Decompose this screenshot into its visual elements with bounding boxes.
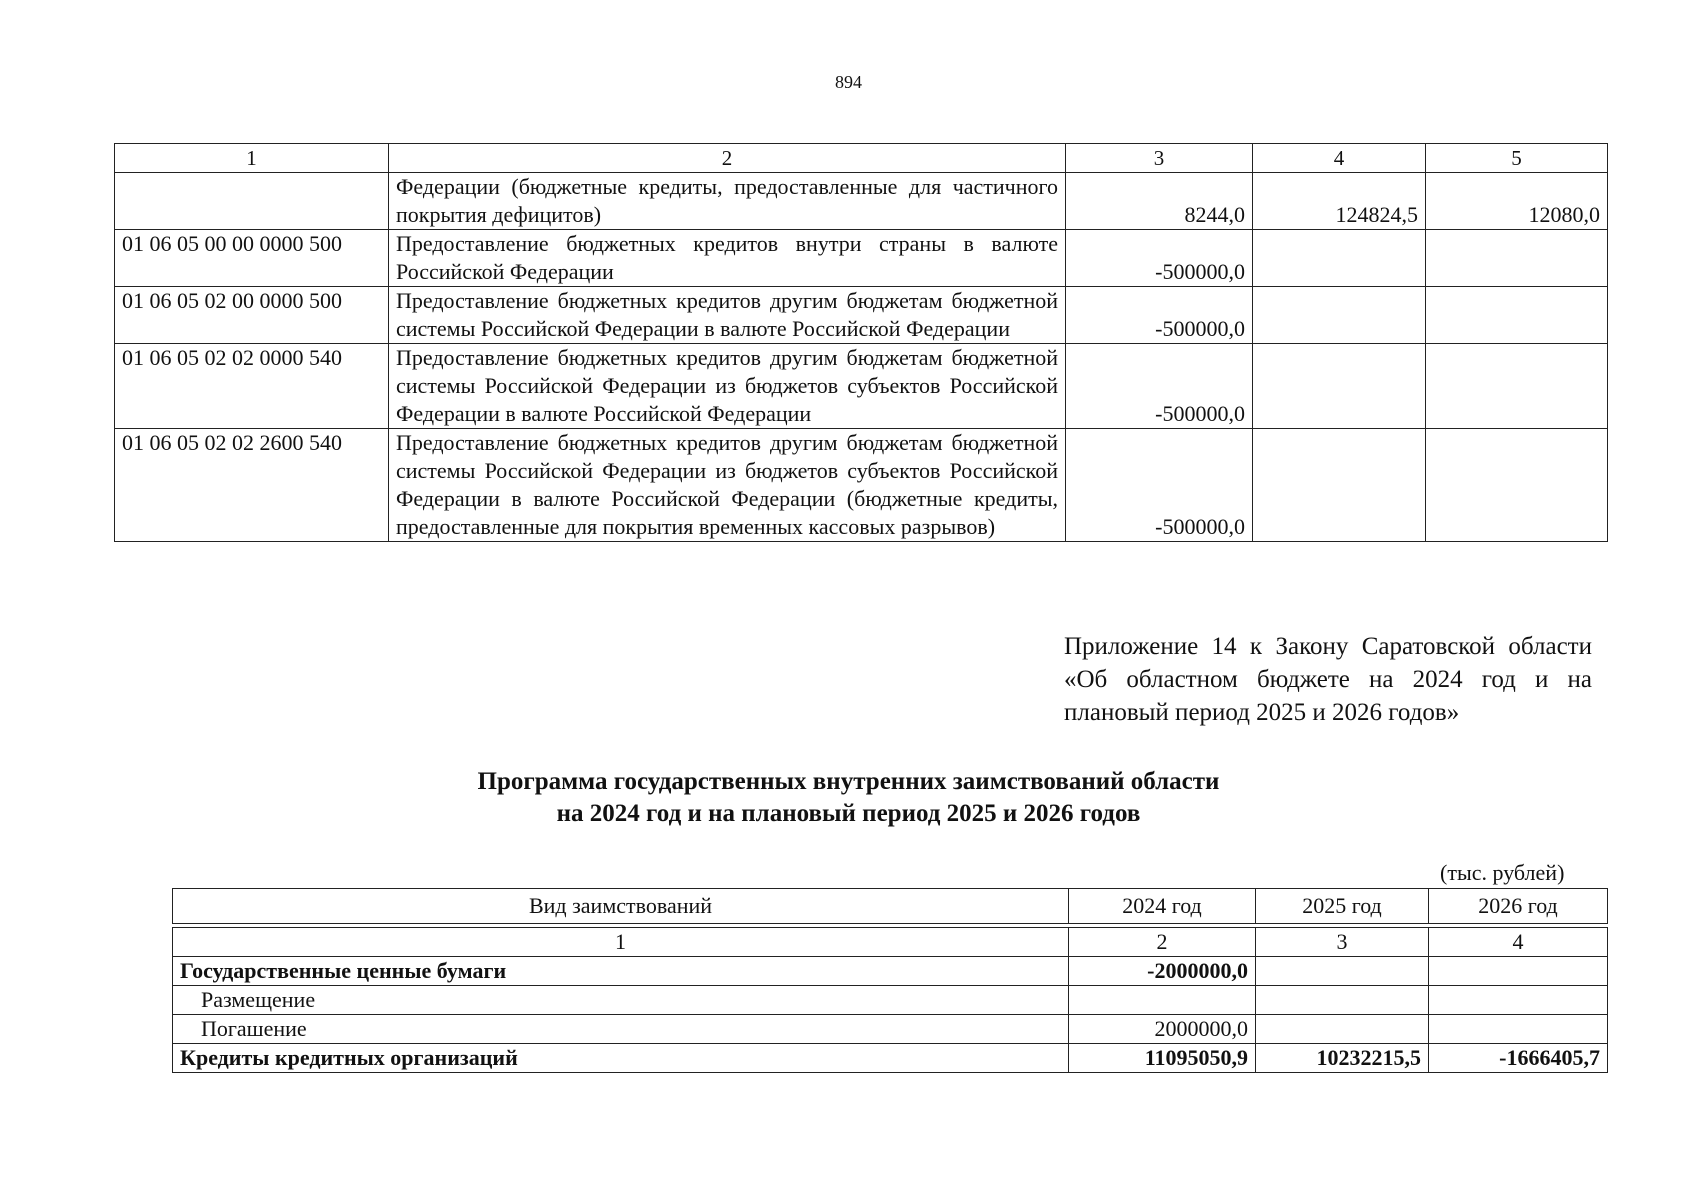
- budget-description: Предоставление бюджетных кредитов другим бюджетам бюджетной системы Российской Федерации из бюджетов субъектов Российской Федерации в валюте Российской Федерации (бюджетные кредиты, предоставленные для покрытия временных кассовых разрывов): [389, 429, 1066, 542]
- column-number: 2: [389, 144, 1066, 173]
- value-col4: [1253, 230, 1426, 287]
- value-col5: [1426, 287, 1608, 344]
- budget-description: Федерации (бюджетные кредиты, предоставленные для частичного покрытия дефицитов): [389, 173, 1066, 230]
- budget-description: Предоставление бюджетных кредитов внутри страны в валюте Российской Федерации: [389, 230, 1066, 287]
- column-header: Вид заимствований: [173, 889, 1069, 924]
- column-number: 1: [115, 144, 389, 173]
- column-number-row: [173, 928, 1608, 957]
- value-col3: -500000,0: [1066, 429, 1253, 542]
- value-2026: [1429, 957, 1608, 986]
- budget-description: Предоставление бюджетных кредитов другим бюджетам бюджетной системы Российской Федерации из бюджетов субъектов Российской Федерации в валюте Российской Федерации: [389, 344, 1066, 429]
- borrowing-program-table: [172, 927, 1608, 1073]
- column-header: 2026 год: [1429, 889, 1608, 924]
- value-2024: -2000000,0: [1069, 957, 1256, 986]
- table-row: [115, 287, 1608, 344]
- column-number: 5: [1426, 144, 1608, 173]
- value-col4: [1253, 287, 1426, 344]
- budget-code: 01 06 05 02 00 0000 500: [115, 287, 389, 344]
- value-col5: 12080,0: [1426, 173, 1608, 230]
- value-col3: 8244,0: [1066, 173, 1253, 230]
- value-col4: [1253, 344, 1426, 429]
- budget-code: 01 06 05 02 02 0000 540: [115, 344, 389, 429]
- table-row: [173, 1015, 1608, 1044]
- borrowing-type: Размещение: [173, 986, 1069, 1015]
- column-number: 3: [1256, 928, 1429, 957]
- table-row: [173, 957, 1608, 986]
- column-number: 2: [1069, 928, 1256, 957]
- value-col3: -500000,0: [1066, 344, 1253, 429]
- budget-code: [115, 173, 389, 230]
- value-2025: [1256, 986, 1429, 1015]
- column-number: 4: [1429, 928, 1608, 957]
- page-number: 894: [835, 72, 862, 92]
- value-col5: [1426, 429, 1608, 542]
- value-2025: [1256, 1015, 1429, 1044]
- table-header-row: [115, 144, 1608, 173]
- column-header: 2024 год: [1069, 889, 1256, 924]
- borrowing-type: Государственные ценные бумаги: [173, 957, 1069, 986]
- table-row: [173, 986, 1608, 1015]
- value-2025: 10232215,5: [1256, 1044, 1429, 1073]
- budget-description: Предоставление бюджетных кредитов другим бюджетам бюджетной системы Российской Федерации в валюте Российской Федерации: [389, 287, 1066, 344]
- value-2024: 2000000,0: [1069, 1015, 1256, 1044]
- budget-code: 01 06 05 00 00 0000 500: [115, 230, 389, 287]
- value-col4: [1253, 429, 1426, 542]
- column-number: 4: [1253, 144, 1426, 173]
- value-col3: -500000,0: [1066, 287, 1253, 344]
- borrowing-column-headers: [172, 888, 1608, 924]
- table-row: [115, 344, 1608, 429]
- borrowing-type: Погашение: [173, 1015, 1069, 1044]
- budget-sources-table: [114, 143, 1608, 542]
- table-header-row: [173, 889, 1608, 924]
- document-title-line-2: на 2024 год и на плановый период 2025 и 2026 годов: [556, 800, 1141, 827]
- value-2024: 11095050,9: [1069, 1044, 1256, 1073]
- table-row: [115, 429, 1608, 542]
- document-title-line-1: Программа государственных внутренних заимствований области: [477, 768, 1220, 795]
- table-row: [173, 1044, 1608, 1073]
- value-col5: [1426, 230, 1608, 287]
- value-col3: -500000,0: [1066, 230, 1253, 287]
- value-2024: [1069, 986, 1256, 1015]
- value-2026: -1666405,7: [1429, 1044, 1608, 1073]
- units-label: (тыс. рублей): [1440, 860, 1565, 885]
- value-2025: [1256, 957, 1429, 986]
- borrowing-type: Кредиты кредитных организаций: [173, 1044, 1069, 1073]
- value-2026: [1429, 986, 1608, 1015]
- value-2026: [1429, 1015, 1608, 1044]
- column-number: 1: [173, 928, 1069, 957]
- budget-code: 01 06 05 02 02 2600 540: [115, 429, 389, 542]
- table-row: [115, 173, 1608, 230]
- appendix-note: Приложение 14 к Закону Саратовской области «Об областном бюджете на 2024 год и на плановый период 2025 и 2026 годов»: [1064, 633, 1592, 726]
- column-header: 2025 год: [1256, 889, 1429, 924]
- value-col4: 124824,5: [1253, 173, 1426, 230]
- table-row: [115, 230, 1608, 287]
- value-col5: [1426, 344, 1608, 429]
- column-number: 3: [1066, 144, 1253, 173]
